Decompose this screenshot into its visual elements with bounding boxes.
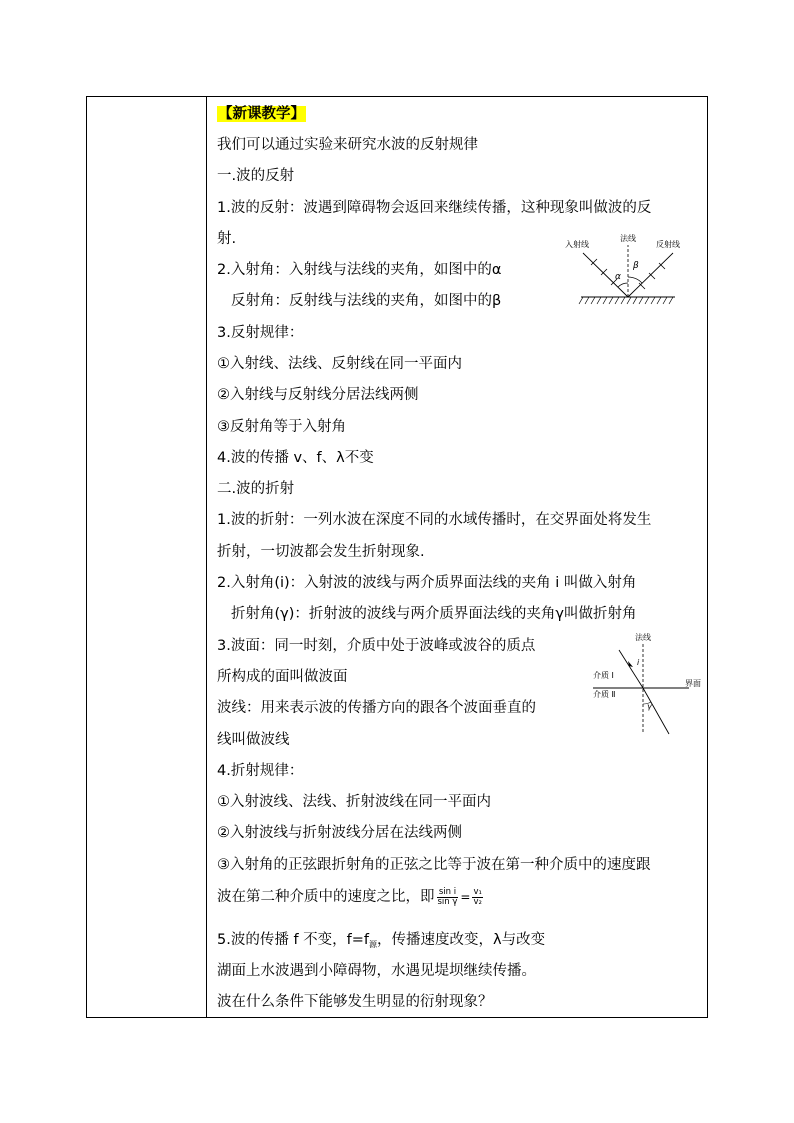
section-title: 【新课教学】: [218, 106, 305, 122]
wave-ray-2: 线叫做波线: [217, 732, 290, 748]
alpha-label: α: [615, 272, 621, 282]
speed-ratio: $\frac{\text{v₁}}{\text{v₂}}$: [473, 886, 482, 907]
refraction-incident-ray: [619, 650, 643, 688]
column-divider: [206, 97, 207, 1017]
heading-refraction: 二.波的折射: [217, 481, 295, 497]
incidence-angle: 2.入射角：入射线与法线的夹角，如图中的α: [217, 262, 502, 278]
reflection-propagation: 4.波的传播 v、f、λ不变: [217, 450, 374, 466]
refraction-diagram: [589, 632, 707, 742]
refraction-refracted-ray: [643, 688, 669, 734]
refraction-definition-2: 折射，一切波都会发生折射现象.: [217, 544, 425, 560]
reflection-law-2: ②入射线与反射线分居法线两侧: [217, 387, 419, 403]
reflection-definition-2: 射.: [217, 231, 237, 247]
refraction-normal-label: 法线: [635, 633, 651, 642]
reflection-law-heading: 3.反射规律：: [217, 325, 304, 341]
medium-2-label: 介质 Ⅱ: [593, 690, 616, 699]
refraction-law-heading: 4.折射规律：: [217, 763, 304, 779]
beta-arc: [628, 277, 642, 283]
lesson-table: [86, 96, 708, 1018]
sine-ratio: $\frac{\text{sin i}}{\text{sin γ}}$: [437, 886, 458, 907]
beta-label: β: [633, 261, 639, 271]
heading-reflection: 一.波的反射: [217, 168, 295, 184]
refraction-law-3a: ③入射角的正弦跟折射角的正弦之比等于波在第一种介质中的速度跟: [217, 857, 651, 873]
normal-label: 法线: [620, 234, 636, 243]
refraction-angle: 折射角(γ)：折射波的波线与两介质界面法线的夹角γ叫做折射角: [231, 606, 637, 622]
alpha-arc: [618, 283, 628, 287]
reflection-diagram: [563, 233, 693, 313]
reflection-law-3: ③反射角等于入射角: [217, 419, 346, 435]
refraction-incidence-angle: 2.入射角(i)：入射波的波线与两介质界面法线的夹角 i 叫做入射角: [217, 575, 637, 591]
i-label: i: [637, 658, 640, 667]
reflection-law-1: ①入射线、法线、反射线在同一平面内: [217, 356, 462, 372]
gamma-label: γ: [647, 702, 652, 711]
refraction-law-3b: 波在第二种介质中的速度之比，即 $\frac{\text{sin i}}{\text{sin γ}}$ = $\frac{\text{v₁}}{\text{v₂}}$: [217, 886, 482, 907]
wavefront-2: 所构成的面叫做波面: [217, 669, 348, 685]
intro-line: 我们可以通过实验来研究水波的反射规律: [217, 137, 478, 153]
lake-wave-note: 湖面上水波遇到小障碍物，水遇见堤坝继续传播。: [217, 963, 536, 979]
refraction-law-1: ①入射波线、法线、折射波线在同一平面内: [217, 794, 491, 810]
refraction-propagation: 5.波的传播 f 不变，$f=f_源$，传播速度改变，λ与改变: [217, 932, 546, 949]
medium-1-label: 介质 Ⅰ: [593, 671, 614, 680]
diffraction-question: 波在什么条件下能够发生明显的衍射现象？: [217, 994, 493, 1010]
refraction-law-2: ②入射波线与折射波线分居在法线两侧: [217, 825, 462, 841]
reflection-definition-1: 1.波的反射：波遇到障碍物会返回来继续传播，这种现象叫做波的反: [217, 200, 652, 216]
reflection-angle: 反射角：反射线与法线的夹角，如图中的β: [231, 293, 502, 309]
wavefront-1: 3.波面：同一时刻，介质中处于波峰或波谷的质点: [217, 638, 536, 654]
incident-ray-label: 入射线: [565, 240, 589, 249]
wave-ray-1: 波线：用来表示波的传播方向的跟各个波面垂直的: [217, 700, 536, 716]
interface-label: 界面: [685, 679, 701, 688]
reflected-ray-label: 反射线: [656, 240, 680, 249]
incident-ray: [583, 253, 628, 297]
refraction-definition-1: 1.波的折射：一列水波在深度不同的水域传播时，在交界面处将发生: [217, 512, 652, 528]
